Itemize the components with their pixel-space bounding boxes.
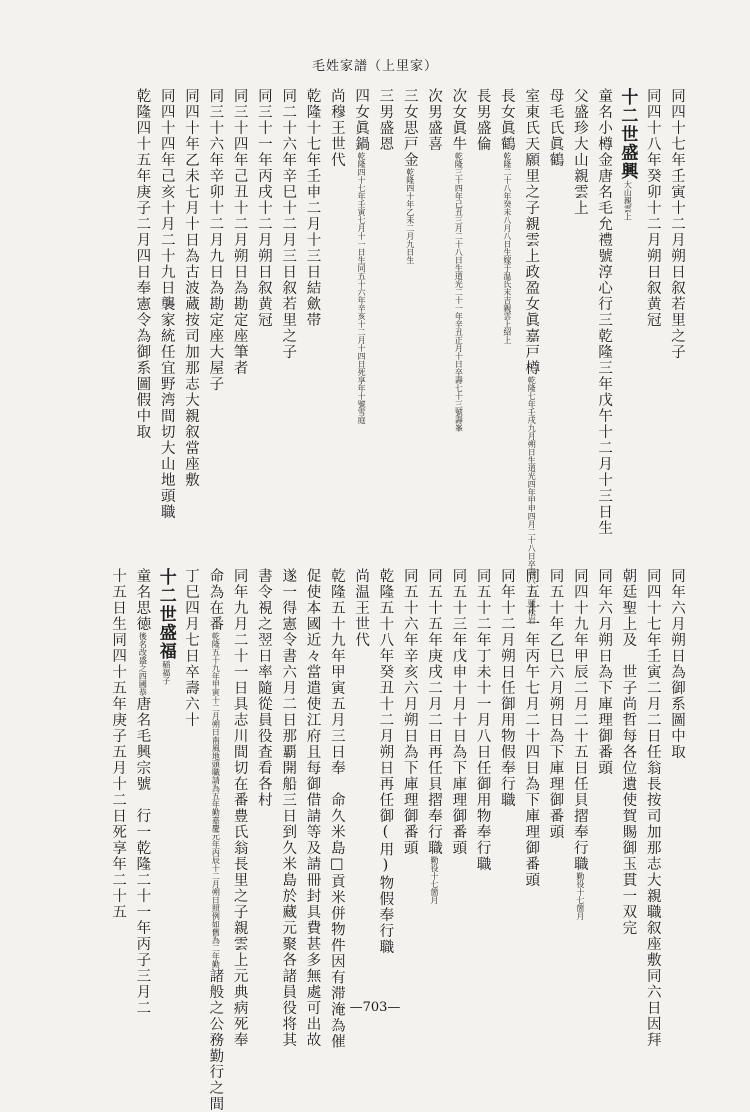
text-column xyxy=(451,88,466,528)
column-text: 同年十二月朔日任御用物假奉行職 xyxy=(498,568,515,808)
text-column xyxy=(523,88,540,624)
column-text: 室東氏天願里之子親雲上政盈女眞嘉戸樽 xyxy=(523,88,540,376)
text-column xyxy=(134,568,151,1016)
column-text: 同二十六年辛巳十二月三日叙若里之子 xyxy=(280,88,297,360)
column-text: 遂一得憲令書六月二日那覇開船三日到久米島於藏元聚各諸員役将其 xyxy=(280,568,297,1048)
text-column xyxy=(524,568,539,988)
column-text: 尚温王世代 xyxy=(353,568,370,648)
column-text: 命為在番 xyxy=(207,568,224,632)
text-column xyxy=(305,88,320,528)
column-text: 同五十二年丁未十一月八日任御用物奉行職 xyxy=(474,568,491,872)
text-column xyxy=(451,568,466,988)
text-column xyxy=(475,568,490,988)
column-text: 同年六月朔日為御系圖中取 xyxy=(669,568,685,760)
text-column xyxy=(597,568,612,988)
column-text: 同四十年乙未七月十日為古波蔵按司加那志大親叙當座敷 xyxy=(183,88,199,488)
annotation-note: 乾隆二十八年癸未八月八日生嫁于温氏末吉親雲上紹上 xyxy=(502,152,512,344)
text-column xyxy=(499,568,514,988)
generation-heading xyxy=(617,88,638,528)
text-column xyxy=(548,88,563,528)
column-text: 乾隆五十八年癸丑十二月朔日再任御(用)物假奉行職 xyxy=(377,568,394,955)
text-column xyxy=(328,568,345,1050)
column-text: 促使本國近々當遣使江府且每御借請等及請冊封具費甚多無處可出故 xyxy=(304,568,321,1048)
text-column xyxy=(548,568,563,988)
text-column xyxy=(427,88,442,528)
annotation-note: 乾隆四十七年壬寅七月十一日生同五十六年辛亥十二月十四日死享年十號雪庭 xyxy=(357,152,367,424)
text-column xyxy=(207,568,224,1112)
column-text: 乾隆十七年壬申二月十三日結歛帯 xyxy=(304,88,321,328)
column-text: 尚穆王世代 xyxy=(328,88,345,168)
column-text: 長女眞鶴 xyxy=(498,88,515,152)
page-header: 毛姓家譜（上里家） xyxy=(311,59,438,74)
page-number: —703— xyxy=(349,1000,401,1015)
column-text: 同三十一年丙戌十二月朔日叙黄冠 xyxy=(255,88,272,328)
text-column xyxy=(354,568,369,988)
text-column xyxy=(644,568,661,1048)
column-text: 次男盛喜 xyxy=(426,88,442,152)
column-text: 書令視之翌日率隨從員役査看各村 xyxy=(255,568,272,808)
column-text: 十二世盛福 xyxy=(155,568,176,661)
text-column xyxy=(621,568,636,988)
column-text: 同年九月二十一日具志川間切在番豊氏翁長里之子親雲上元典病死奉 xyxy=(231,568,248,1048)
annotation-note: 稲福子 xyxy=(161,660,171,685)
text-column xyxy=(378,568,393,988)
annotation-note: 勤役十七箇月 xyxy=(430,856,439,904)
text-column xyxy=(402,568,417,988)
column-text-continued: 唐名毛興宗號 行一乾隆二十一年丙子三月二 xyxy=(134,696,151,1016)
text-column xyxy=(232,88,247,528)
text-column xyxy=(572,88,587,528)
text-column xyxy=(159,88,174,528)
text-column xyxy=(427,568,442,988)
column-text: 同五十一年丙午七月二十四日為下庫理御番頭 xyxy=(523,568,540,888)
column-text: 四女眞鍋 xyxy=(353,88,370,152)
text-column xyxy=(135,88,150,528)
column-text: 丁巳四月七日卒壽六十 xyxy=(183,568,199,728)
text-column xyxy=(402,88,417,528)
column-text: 同四十七年壬寅十二月朔日叙若里之子 xyxy=(669,88,685,360)
column-text: 母毛氏眞鶴 xyxy=(547,88,564,168)
text-column xyxy=(231,568,248,1048)
text-column xyxy=(329,88,344,528)
column-text: 同五十年乙巳六月朔日為下庫理御番頭 xyxy=(547,568,564,840)
column-text: 同四十九年甲辰二月二十五日任貝摺奉行職 xyxy=(571,568,588,872)
annotation-note: 乾隆七年壬戌九月朔日生道光四年甲申四月二十八日卒壽八十三號松岩 xyxy=(527,376,537,624)
column-text: 同四十七年壬寅二月二日任翁長按司加那志大親職叙座敷同六日因拜 xyxy=(644,568,661,1048)
text-column xyxy=(111,568,126,988)
column-text: 同五十六年辛亥六月朔日為下庫理御番頭 xyxy=(401,568,418,856)
column-text: 同五十五年庚戌二月二日再任貝摺奉行職 xyxy=(426,568,442,856)
text-column xyxy=(645,88,660,528)
text-column xyxy=(208,88,223,528)
column-text: 十二世盛興 xyxy=(617,88,638,181)
column-text: 同三十六年辛卯十二月九日為勘定座大屋子 xyxy=(207,88,224,392)
column-text: 童名小樽金唐名毛允禮號淳心行三乾隆三年戊午十二月十三日生 xyxy=(596,88,613,536)
text-column xyxy=(378,88,393,528)
annotation-note: 乾隆四十年乙未二月九日生 xyxy=(405,168,415,264)
annotation-note: 勤役十七箇月 xyxy=(575,872,585,920)
column-text: 次女眞牛 xyxy=(450,88,467,152)
column-text: 同四十八年癸卯十二月朔日叙黄冠 xyxy=(644,88,661,328)
column-text: 十五日生同四十五年庚子五月十二日死享年二十五 xyxy=(110,568,127,920)
column-text: 朝廷聖上及 世子尚哲每各位遺使賀賜御玉貫一双完 xyxy=(620,568,637,936)
generation-heading xyxy=(157,568,174,988)
annotation-note: 乾隆三十四年己丑三月二十八日生道光二十一年辛丑正月十日卒壽七十三號壽峯 xyxy=(454,152,464,432)
column-text: 三男盛恩 xyxy=(377,88,394,152)
column-text: 長男盛倫 xyxy=(474,88,491,152)
column-text: 乾隆五十九年甲寅五月三日奉 命久米島□貢米併物件因有滞淹為催 xyxy=(328,568,345,1050)
column-text: 童名思徳 xyxy=(134,568,151,632)
text-column xyxy=(281,88,296,528)
text-column xyxy=(184,88,199,528)
column-text: 父盛珍大山親雲上 xyxy=(571,88,588,216)
column-text: 同年六月朔日為下庫理御番頭 xyxy=(596,568,613,776)
text-column xyxy=(670,568,685,988)
text-column xyxy=(499,88,514,528)
text-column xyxy=(354,88,369,528)
column-text-continued: 諸般之公務勤行之間 xyxy=(207,968,224,1112)
column-text: 乾隆四十五年庚子二月四日奉憲令為御系圖假中取 xyxy=(134,88,151,440)
column-text: 同三十四年己丑十二月朔日為勘定座筆者 xyxy=(231,88,248,376)
annotation-note: 乾隆五十九年甲寅十二月朔日南風地頭職請為五年勤嘉慶元年丙辰十二月朔日照例如舊為二年勤 xyxy=(211,632,221,968)
column-text: 同四十四年己亥十月二十九日襲家統任宜野湾間切大山地頭職 xyxy=(158,88,175,520)
text-column xyxy=(184,568,199,988)
annotation-note: 大山親雲上 xyxy=(623,180,633,221)
column-text: 三女思戸金 xyxy=(401,88,418,168)
text-column xyxy=(280,568,297,1048)
text-column xyxy=(572,568,587,988)
text-column xyxy=(304,568,321,1048)
text-column xyxy=(256,568,271,988)
text-column xyxy=(256,88,271,528)
text-column xyxy=(475,88,490,528)
annotation-note: 後名改盛之四國恭 xyxy=(138,632,148,696)
text-column xyxy=(670,88,685,528)
text-column xyxy=(596,88,613,536)
column-text: 同五十三年戊申十月十日為下庫理御番頭 xyxy=(450,568,467,856)
